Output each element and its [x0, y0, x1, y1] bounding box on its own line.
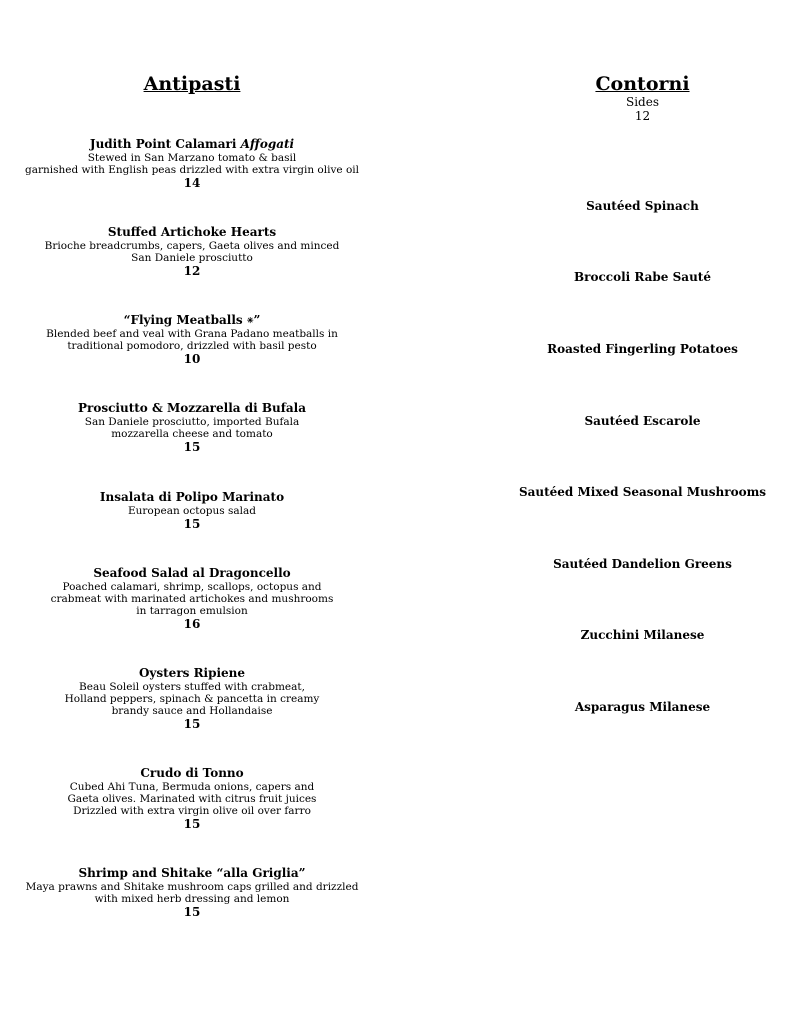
item-price: 15 — [183, 905, 201, 919]
side-item: Asparagus Milanese — [574, 700, 711, 714]
item-name: Shrimp and Shitake “alla Griglia” — [78, 866, 306, 880]
side-item: Sautéed Spinach — [586, 199, 699, 213]
menu-item — [22, 666, 362, 731]
asterisk-icon: ✳ — [246, 315, 254, 325]
contorni-price: 12 — [634, 109, 651, 123]
item-price: 15 — [183, 517, 201, 531]
menu-item — [22, 225, 362, 278]
side-item: Sautéed Dandelion Greens — [553, 557, 732, 571]
item-price: 16 — [183, 617, 201, 631]
item-price: 12 — [183, 264, 201, 278]
item-description: Maya prawns and Shitake mushroom caps grilled and drizzled with mixed herb dressing and lemon — [25, 881, 359, 905]
item-name: Oysters Ripiene — [138, 666, 246, 680]
item-description: San Daniele prosciutto, imported Bufala mozzarella cheese and tomato — [84, 416, 300, 440]
item-name: Prosciutto & Mozzarella di Bufala — [78, 401, 306, 415]
item-name: “Flying Meatballs ✳” — [123, 313, 261, 327]
contorni-subtitle: Sides — [626, 95, 659, 109]
item-description: Brioche breadcrumbs, capers, Gaeta olives and minced San Daniele prosciutto — [44, 240, 340, 264]
item-description: Stewed in San Marzano tomato & basil garnished with English peas drizzled with extra virgin olive oil — [25, 152, 359, 176]
side-item: Broccoli Rabe Sauté — [574, 270, 711, 284]
menu-item — [22, 137, 362, 190]
menu-item — [22, 313, 362, 366]
item-description: European octopus salad — [127, 505, 256, 517]
item-price: 14 — [183, 176, 201, 190]
menu-item — [22, 566, 362, 631]
item-name: Insalata di Polipo Marinato — [99, 490, 285, 504]
item-price: 15 — [183, 440, 201, 454]
item-description: Cubed Ahi Tuna, Bermuda onions, capers and Gaeta olives. Marinated with citrus fruit juices Drizzled with extra virgin olive oil over farro — [67, 781, 317, 817]
item-name: Seafood Salad al Dragoncello — [93, 566, 291, 580]
item-description: Poached calamari, shrimp, scallops, octopus and crabmeat with marinated artichokes and mushrooms in tarragon emulsion — [50, 581, 334, 617]
side-item: Roasted Fingerling Potatoes — [547, 342, 738, 356]
antipasti-title: Antipasti — [143, 73, 241, 95]
menu-item — [22, 490, 362, 531]
item-name: Stuffed Artichoke Hearts — [107, 225, 277, 239]
contorni-title: Contorni — [595, 73, 690, 95]
side-item: Sautéed Escarole — [584, 414, 701, 428]
item-price: 15 — [183, 817, 201, 831]
menu-item — [22, 866, 362, 919]
item-description: Beau Soleil oysters stuffed with crabmeat, Holland peppers, spinach & pancetta in creamy brandy sauce and Hollandaise — [64, 681, 320, 717]
item-price: 15 — [183, 717, 201, 731]
side-item: Sautéed Mixed Seasonal Mushrooms — [518, 485, 767, 499]
menu-item — [22, 766, 362, 831]
item-description: Blended beef and veal with Grana Padano meatballs in traditional pomodoro, drizzled with basil pesto — [46, 328, 338, 352]
menu-item — [22, 401, 362, 454]
item-price: 10 — [183, 352, 201, 366]
item-name: Judith Point Calamari Affogati — [89, 137, 295, 151]
item-name: Crudo di Tonno — [140, 766, 244, 780]
side-item: Zucchini Milanese — [580, 628, 705, 642]
